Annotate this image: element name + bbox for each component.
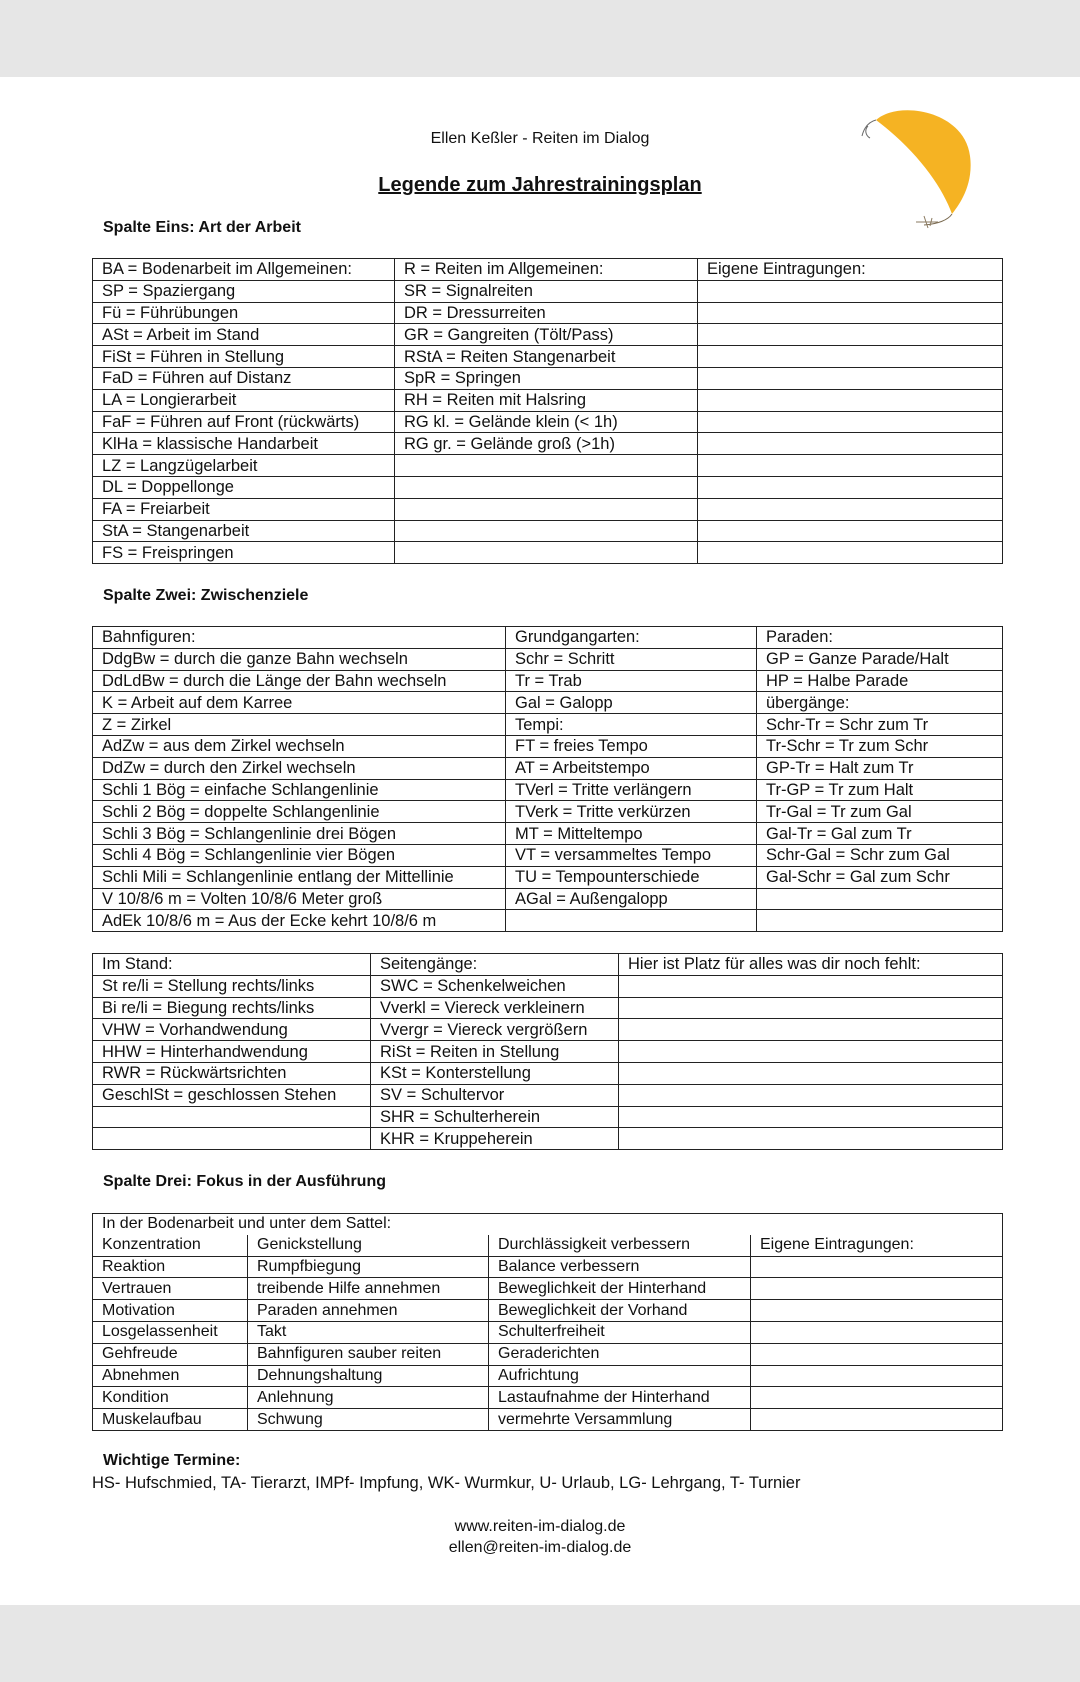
table-cell: Tempi: [506, 714, 757, 736]
table-cell: Eigene Eintragungen: [698, 259, 1003, 281]
table-cell [698, 367, 1003, 389]
table-cell: Schli Mili = Schlangenlinie entlang der Mittellinie [93, 866, 506, 888]
table-cell: Anlehnung [248, 1387, 489, 1409]
table-cell: Eigene Eintragungen: [751, 1235, 1003, 1256]
table-row [93, 259, 1003, 281]
section-heading-fokus: Spalte Drei: Fokus in der Ausführung [103, 1173, 386, 1190]
table-cell: Tr-GP = Tr zum Halt [757, 779, 1003, 801]
table-cell [698, 324, 1003, 346]
table-cell: DdgBw = durch die ganze Bahn wechseln [93, 648, 506, 670]
table-cell: Tr-Schr = Tr zum Schr [757, 735, 1003, 757]
table-cell: Tr-Gal = Tr zum Gal [757, 801, 1003, 823]
table-row [93, 844, 1003, 866]
table-cell: VHW = Vorhandwendung [93, 1019, 371, 1041]
table-cell: FaD = Führen auf Distanz [93, 367, 395, 389]
table-cell: Im Stand: [93, 954, 371, 976]
table-cell: Schr = Schritt [506, 648, 757, 670]
table-cell [395, 455, 698, 477]
section-heading-zwischenziele: Spalte Zwei: Zwischenziele [103, 587, 309, 604]
table-row [93, 280, 1003, 302]
table-cell: LA = Longierarbeit [93, 389, 395, 411]
table-cell: FS = Freispringen [93, 542, 395, 564]
table-cell: Reaktion [93, 1256, 248, 1278]
table-cell: Schli 3 Bög = Schlangenlinie drei Bögen [93, 823, 506, 845]
table-cell: RG gr. = Gelände groß (>1h) [395, 433, 698, 455]
table-cell: Abnehmen [93, 1365, 248, 1387]
table-cell [506, 910, 757, 932]
table-row [93, 1062, 1003, 1084]
table-cell: TVerl = Tritte verlängern [506, 779, 757, 801]
table-row [93, 367, 1003, 389]
table-cell [619, 975, 1003, 997]
table-cell [619, 1041, 1003, 1063]
table-cell [751, 1409, 1003, 1431]
table-cell: RiSt = Reiten in Stellung [371, 1041, 619, 1063]
table-cell: Schli 1 Bög = einfache Schlangenlinie [93, 779, 506, 801]
table-cell [698, 346, 1003, 368]
table-cell: DL = Doppellonge [93, 476, 395, 498]
table-cell: FA = Freiarbeit [93, 498, 395, 520]
table-fokus-header-row [93, 1214, 1003, 1235]
table-row [93, 1321, 1003, 1343]
table-cell [751, 1365, 1003, 1387]
table-row [93, 455, 1003, 477]
table-cell: Balance verbessern [489, 1256, 751, 1278]
table-row [93, 823, 1003, 845]
table-cell: Kondition [93, 1387, 248, 1409]
table-cell: StA = Stangenarbeit [93, 520, 395, 542]
table-row [93, 888, 1003, 910]
table-cell: V 10/8/6 m = Volten 10/8/6 Meter groß [93, 888, 506, 910]
table-cell [619, 1084, 1003, 1106]
table-zwischenziele [92, 626, 1003, 932]
table-cell: Z = Zirkel [93, 714, 506, 736]
table-row [93, 1084, 1003, 1106]
table-row [93, 1387, 1003, 1409]
table-cell [698, 411, 1003, 433]
table-row [93, 779, 1003, 801]
table-cell: Vverkl = Viereck verkleinern [371, 997, 619, 1019]
table-cell: KSt = Konterstellung [371, 1062, 619, 1084]
table-cell: Schr-Gal = Schr zum Gal [757, 844, 1003, 866]
document-page [0, 77, 1080, 1605]
table-cell: MT = Mitteltempo [506, 823, 757, 845]
table-cell: AdZw = aus dem Zirkel wechseln [93, 735, 506, 757]
table-art-der-arbeit [92, 258, 1003, 564]
termine-text: HS- Hufschmied, TA- Tierarzt, IMPf- Impfung, WK- Wurmkur, U- Urlaub, LG- Lehrgang, T- Turnier [92, 1474, 801, 1492]
author-line: Ellen Keßler - Reiten im Dialog [430, 130, 650, 147]
table-cell: Seitengänge: [371, 954, 619, 976]
table-cell: Fü = Führübungen [93, 302, 395, 324]
table-cell [619, 1128, 1003, 1150]
table-cell: HHW = Hinterhandwendung [93, 1041, 371, 1063]
table-cell [619, 1062, 1003, 1084]
table-cell: Dehnungshaltung [248, 1365, 489, 1387]
table-cell: Genickstellung [248, 1235, 489, 1256]
table-cell: St re/li = Stellung rechts/links [93, 975, 371, 997]
table-cell: treibende Hilfe annehmen [248, 1278, 489, 1300]
table-cell: TVerk = Tritte verkürzen [506, 801, 757, 823]
table-cell: SpR = Springen [395, 367, 698, 389]
table-cell: Konzentration [93, 1235, 248, 1256]
table-cell: R = Reiten im Allgemeinen: [395, 259, 698, 281]
table-cell: Paraden annehmen [248, 1300, 489, 1322]
table-row [93, 954, 1003, 976]
table-cell [395, 476, 698, 498]
table-cell [395, 520, 698, 542]
table-cell: Losgelassenheit [93, 1321, 248, 1343]
table-cell: Motivation [93, 1300, 248, 1322]
table-row [93, 1300, 1003, 1322]
table-row [93, 1365, 1003, 1387]
table-cell: Aufrichtung [489, 1365, 751, 1387]
table-row [93, 627, 1003, 649]
table-cell [698, 389, 1003, 411]
table-row [93, 1278, 1003, 1300]
table-row [93, 1128, 1003, 1150]
table-cell: DdLdBw = durch die Länge der Bahn wechseln [93, 670, 506, 692]
table-row [93, 1256, 1003, 1278]
table-cell: Durchlässigkeit verbessern [489, 1235, 751, 1256]
table-row [93, 411, 1003, 433]
table-cell: Lastaufnahme der Hinterhand [489, 1387, 751, 1409]
table-cell: Rumpfbiegung [248, 1256, 489, 1278]
table-row [93, 1041, 1003, 1063]
table-row [93, 866, 1003, 888]
table-cell: Muskelaufbau [93, 1409, 248, 1431]
table-row [93, 1106, 1003, 1128]
table-cell: Bahnfiguren sauber reiten [248, 1343, 489, 1365]
table-cell: Takt [248, 1321, 489, 1343]
table-cell [619, 1019, 1003, 1041]
termine-label: Wichtige Termine: [103, 1452, 241, 1469]
table-cell: SP = Spaziergang [93, 280, 395, 302]
table-row [93, 389, 1003, 411]
table-cell: SHR = Schulterherein [371, 1106, 619, 1128]
table-row [93, 520, 1003, 542]
table-cell: RWR = Rückwärtsrichten [93, 1062, 371, 1084]
table-cell: FiSt = Führen in Stellung [93, 346, 395, 368]
table-cell: RH = Reiten mit Halsring [395, 389, 698, 411]
table-cell [751, 1343, 1003, 1365]
table-cell: FaF = Führen auf Front (rückwärts) [93, 411, 395, 433]
table-cell [751, 1278, 1003, 1300]
table-cell [698, 542, 1003, 564]
logo-balloon-shape [876, 110, 971, 214]
table-cell: vermehrte Versammlung [489, 1409, 751, 1431]
table-cell: übergänge: [757, 692, 1003, 714]
table-cell: KlHa = klassische Handarbeit [93, 433, 395, 455]
table-cell [698, 433, 1003, 455]
table-row [93, 997, 1003, 1019]
table-cell: SWC = Schenkelweichen [371, 975, 619, 997]
table-row [93, 692, 1003, 714]
table-cell: DR = Dressurreiten [395, 302, 698, 324]
table-row [93, 801, 1003, 823]
table-row [93, 648, 1003, 670]
table-row [93, 975, 1003, 997]
table-row [93, 324, 1003, 346]
table-cell [698, 280, 1003, 302]
table-cell: LZ = Langzügelarbeit [93, 455, 395, 477]
table-cell: Vvergr = Viereck vergrößern [371, 1019, 619, 1041]
table-row [93, 714, 1003, 736]
table-cell: RStA = Reiten Stangenarbeit [395, 346, 698, 368]
table-cell: Schr-Tr = Schr zum Tr [757, 714, 1003, 736]
table-cell: Schulterfreiheit [489, 1321, 751, 1343]
table-cell: HP = Halbe Parade [757, 670, 1003, 692]
table-cell [751, 1321, 1003, 1343]
table-cell [93, 1128, 371, 1150]
table-cell [93, 1106, 371, 1128]
table-cell [698, 302, 1003, 324]
table-cell [698, 455, 1003, 477]
table-fokus [92, 1213, 1003, 1431]
table-cell: AT = Arbeitstempo [506, 757, 757, 779]
table-row [93, 670, 1003, 692]
table-row [93, 498, 1003, 520]
table-cell: VT = versammeltes Tempo [506, 844, 757, 866]
table-row [93, 1019, 1003, 1041]
table-cell: Vertrauen [93, 1278, 248, 1300]
table-cell: Hier ist Platz für alles was dir noch fehlt: [619, 954, 1003, 976]
table-cell: FT = freies Tempo [506, 735, 757, 757]
table-fokus-header: In der Bodenarbeit und unter dem Sattel: [93, 1214, 1003, 1235]
table-row [93, 735, 1003, 757]
table-cell: Bi re/li = Biegung rechts/links [93, 997, 371, 1019]
table-cell [619, 997, 1003, 1019]
logo-string [924, 214, 952, 225]
logo-rider-sketch [862, 120, 876, 138]
table-row [93, 1343, 1003, 1365]
table-row [93, 910, 1003, 932]
table-cell: Bahnfiguren: [93, 627, 506, 649]
table-cell [751, 1300, 1003, 1322]
table-row [93, 433, 1003, 455]
table-cell: Grundgangarten: [506, 627, 757, 649]
table-cell [751, 1256, 1003, 1278]
table-cell: Gal-Tr = Gal zum Tr [757, 823, 1003, 845]
table-cell: BA = Bodenarbeit im Allgemeinen: [93, 259, 395, 281]
table-cell: Gal = Galopp [506, 692, 757, 714]
table-cell: ASt = Arbeit im Stand [93, 324, 395, 346]
table-cell: GeschlSt = geschlossen Stehen [93, 1084, 371, 1106]
logo-balloon-icon [858, 106, 978, 236]
table-cell: GP = Ganze Parade/Halt [757, 648, 1003, 670]
table-row [93, 542, 1003, 564]
footer-website: www.reiten-im-dialog.de [454, 1518, 626, 1535]
page-title: Legende zum Jahrestrainingsplan [378, 174, 702, 196]
footer-email: ellen@reiten-im-dialog.de [448, 1539, 632, 1556]
table-cell: GR = Gangreiten (Tölt/Pass) [395, 324, 698, 346]
table-cell: AGal = Außengalopp [506, 888, 757, 910]
table-cell: Gal-Schr = Gal zum Schr [757, 866, 1003, 888]
section-heading-art-der-arbeit: Spalte Eins: Art der Arbeit [103, 219, 301, 236]
table-cell [619, 1106, 1003, 1128]
table-cell: GP-Tr = Halt zum Tr [757, 757, 1003, 779]
table-cell [698, 476, 1003, 498]
table-cell: Tr = Trab [506, 670, 757, 692]
table-cell: Geraderichten [489, 1343, 751, 1365]
logo-ground-sketch [916, 216, 938, 228]
table-cell: Gehfreude [93, 1343, 248, 1365]
table-cell: Beweglichkeit der Hinterhand [489, 1278, 751, 1300]
table-cell [757, 888, 1003, 910]
table-cell: SV = Schultervor [371, 1084, 619, 1106]
table-cell: DdZw = durch den Zirkel wechseln [93, 757, 506, 779]
table-cell: Beweglichkeit der Vorhand [489, 1300, 751, 1322]
table-cell: TU = Tempounterschiede [506, 866, 757, 888]
table-row [93, 302, 1003, 324]
table-cell: Schwung [248, 1409, 489, 1431]
table-cell [698, 498, 1003, 520]
table-cell [395, 542, 698, 564]
table-row [93, 1235, 1003, 1256]
table-cell [757, 910, 1003, 932]
table-cell [751, 1387, 1003, 1409]
table-cell: SR = Signalreiten [395, 280, 698, 302]
table-cell: RG kl. = Gelände klein (< 1h) [395, 411, 698, 433]
table-im-stand-seitengaenge [92, 953, 1003, 1150]
table-row [93, 346, 1003, 368]
table-cell: Paraden: [757, 627, 1003, 649]
table-cell: AdEk 10/8/6 m = Aus der Ecke kehrt 10/8/6 m [93, 910, 506, 932]
table-cell: KHR = Kruppeherein [371, 1128, 619, 1150]
table-row [93, 1409, 1003, 1431]
table-row [93, 757, 1003, 779]
table-cell: K = Arbeit auf dem Karree [93, 692, 506, 714]
table-cell [395, 498, 698, 520]
table-cell: Schli 2 Bög = doppelte Schlangenlinie [93, 801, 506, 823]
table-cell [698, 520, 1003, 542]
table-row [93, 476, 1003, 498]
table-cell: Schli 4 Bög = Schlangenlinie vier Bögen [93, 844, 506, 866]
